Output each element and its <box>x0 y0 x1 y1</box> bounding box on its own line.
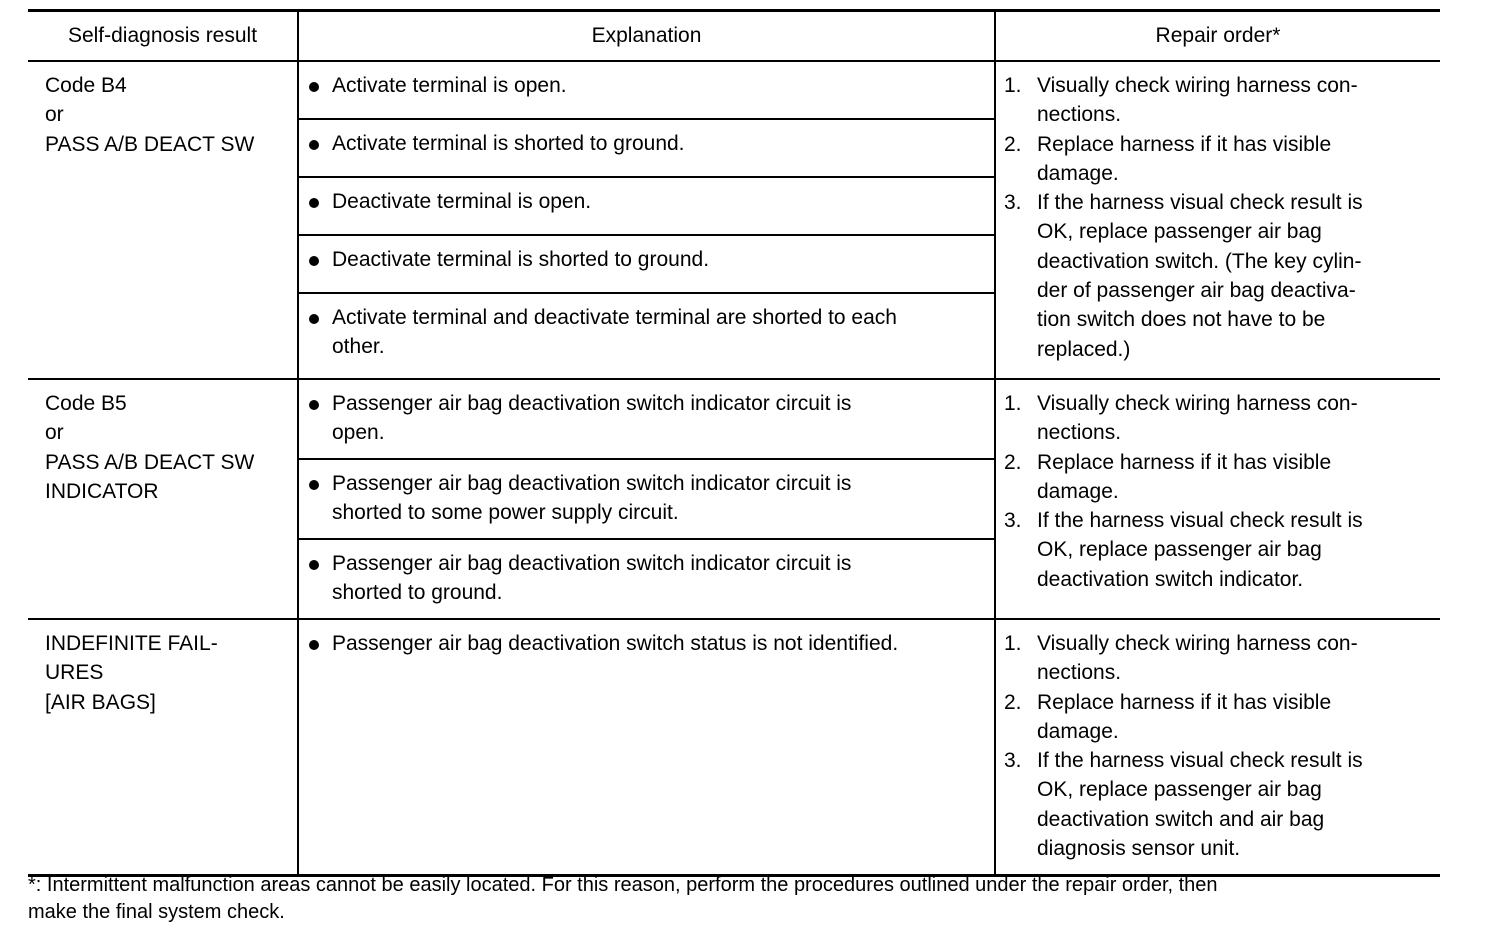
repair-order-cell <box>995 61 1440 379</box>
table-row <box>28 379 1440 459</box>
repair-step-line: Replace harness if it has visible <box>1037 690 1332 714</box>
result-line: PASS A/B DEACT SW <box>45 132 255 156</box>
explanation-text <box>332 187 982 216</box>
result-line: URES <box>45 661 104 685</box>
repair-step <box>1004 71 1430 130</box>
bullet-icon <box>307 129 332 158</box>
bullet-icon <box>307 245 332 274</box>
explanation-line: shorted to some power supply circuit. <box>332 501 679 525</box>
explanation-line: other. <box>332 335 385 359</box>
explanation-cell <box>298 177 995 235</box>
explanation-line: shorted to ground. <box>332 581 503 605</box>
result-line: INDEFINITE FAIL- <box>45 632 218 655</box>
result-line: Code B4 <box>45 74 127 97</box>
table-row <box>28 61 1440 119</box>
explanation-text <box>332 71 982 100</box>
repair-step-text <box>1037 506 1430 594</box>
repair-step-number: 1. <box>1004 632 1022 655</box>
repair-step-text <box>1037 188 1430 364</box>
explanation-item <box>307 71 982 100</box>
repair-step-number: 3. <box>1004 749 1022 773</box>
repair-step-line: If the harness visual check result is <box>1037 509 1363 533</box>
result-line: INDICATOR <box>45 479 159 503</box>
repair-step-line: damage. <box>1037 479 1119 503</box>
self-diagnosis-result-cell <box>28 61 298 379</box>
explanation-item <box>307 469 982 528</box>
explanation-line: Activate terminal is shorted to ground. <box>332 132 685 155</box>
explanation-text <box>332 245 982 274</box>
repair-step-text <box>1037 389 1430 448</box>
table-header-row <box>28 11 1440 62</box>
repair-step-text <box>1037 688 1430 747</box>
repair-step <box>1004 688 1430 747</box>
self-diagnosis-table <box>28 9 1440 877</box>
repair-step-line: damage. <box>1037 719 1119 743</box>
explanation-text <box>332 389 982 448</box>
repair-step-line: nections. <box>1037 103 1122 127</box>
explanation-item <box>307 389 982 448</box>
repair-step-number: 1. <box>1004 392 1022 415</box>
explanation-line: Passenger air bag deactivation switch indicator circuit is <box>332 472 852 495</box>
repair-step-line: replaced.) <box>1037 337 1131 361</box>
explanation-line: Passenger air bag deactivation switch status is not identified. <box>332 632 899 655</box>
repair-step-text <box>1037 746 1430 863</box>
explanation-line: Activate terminal is open. <box>332 74 567 97</box>
repair-step-line: Replace harness if it has visible <box>1037 450 1332 474</box>
repair-order-cell <box>995 379 1440 619</box>
header-explanation: Explanation <box>298 11 995 62</box>
repair-step-number: 2. <box>1004 132 1022 156</box>
repair-step-number: 3. <box>1004 191 1022 215</box>
explanation-cell <box>298 119 995 177</box>
explanation-cell <box>298 235 995 293</box>
repair-step-text <box>1037 71 1430 130</box>
repair-step-text <box>1037 448 1430 507</box>
repair-step-line: If the harness visual check result is <box>1037 191 1363 215</box>
explanation-text <box>332 303 982 362</box>
repair-step-line: nections. <box>1037 421 1122 445</box>
result-line: or <box>45 421 64 445</box>
repair-steps-list <box>1004 71 1430 364</box>
repair-step <box>1004 746 1430 863</box>
explanation-item <box>307 629 982 658</box>
table-row <box>28 619 1440 876</box>
explanation-cell <box>298 379 995 459</box>
repair-steps-list <box>1004 629 1430 863</box>
repair-step-line: tion switch does not have to be <box>1037 308 1326 332</box>
explanation-text <box>332 629 982 658</box>
repair-step-line: deactivation switch and air bag <box>1037 807 1325 831</box>
explanation-text <box>332 129 982 158</box>
bullet-icon <box>307 629 332 658</box>
repair-step-line: diagnosis sensor unit. <box>1037 837 1241 861</box>
repair-step-number: 1. <box>1004 74 1022 97</box>
explanation-line: Deactivate terminal is shorted to ground. <box>332 248 710 271</box>
explanation-line: Activate terminal and deactivate terminal are shorted to each <box>332 306 897 329</box>
explanation-cell <box>298 459 995 539</box>
header-self-diagnosis-result: Self-diagnosis result <box>28 11 298 62</box>
repair-step <box>1004 188 1430 364</box>
explanation-line: Passenger air bag deactivation switch indicator circuit is <box>332 552 852 575</box>
repair-order-cell <box>995 619 1440 876</box>
repair-step-line: damage. <box>1037 161 1119 185</box>
bullet-icon <box>307 469 332 528</box>
repair-step <box>1004 448 1430 507</box>
repair-step-line: Visually check wiring harness con- <box>1037 392 1358 415</box>
footnote-line: *: Intermittent malfunction areas cannot be easily located. For this reason, perform the procedures outlined under the repair order, then <box>28 874 1218 896</box>
explanation-item <box>307 129 982 158</box>
explanation-line: Deactivate terminal is open. <box>332 190 592 213</box>
repair-step-line: Visually check wiring harness con- <box>1037 632 1358 655</box>
repair-step-line: OK, replace passenger air bag <box>1037 538 1322 562</box>
repair-step-line: nections. <box>1037 661 1122 685</box>
repair-step-number: 2. <box>1004 450 1022 474</box>
bullet-icon <box>307 389 332 448</box>
repair-step <box>1004 389 1430 448</box>
self-diagnosis-result-cell <box>28 379 298 619</box>
explanation-cell <box>298 619 995 876</box>
explanation-line: Passenger air bag deactivation switch indicator circuit is <box>332 392 852 415</box>
diagnosis-table-container <box>28 9 1440 877</box>
repair-step-line: deactivation switch. (The key cylin- <box>1037 249 1362 273</box>
result-line: [AIR BAGS] <box>45 690 156 714</box>
repair-step-line: OK, replace passenger air bag <box>1037 220 1322 244</box>
explanation-cell <box>298 293 995 379</box>
bullet-icon <box>307 549 332 608</box>
repair-step-line: der of passenger air bag deactiva- <box>1037 279 1356 303</box>
footnote <box>28 872 1448 925</box>
result-line: or <box>45 103 64 127</box>
bullet-icon <box>307 71 332 100</box>
result-line: Code B5 <box>45 392 127 415</box>
footnote-line: make the final system check. <box>28 900 285 923</box>
repair-step-number: 3. <box>1004 509 1022 533</box>
repair-step <box>1004 130 1430 189</box>
repair-step <box>1004 506 1430 594</box>
repair-step-line: OK, replace passenger air bag <box>1037 778 1322 802</box>
explanation-cell <box>298 539 995 619</box>
repair-step <box>1004 629 1430 688</box>
explanation-cell <box>298 61 995 119</box>
repair-step-text <box>1037 130 1430 189</box>
repair-step-line: Replace harness if it has visible <box>1037 132 1332 156</box>
explanation-item <box>307 303 982 362</box>
bullet-icon <box>307 303 332 362</box>
bullet-icon <box>307 187 332 216</box>
explanation-item <box>307 549 982 608</box>
result-line: PASS A/B DEACT SW <box>45 450 255 474</box>
repair-step-line: If the harness visual check result is <box>1037 749 1363 773</box>
repair-step-line: Visually check wiring harness con- <box>1037 74 1358 97</box>
repair-step-line: deactivation switch indicator. <box>1037 567 1304 591</box>
self-diagnosis-result-cell <box>28 619 298 876</box>
explanation-line: open. <box>332 421 385 445</box>
repair-step-text <box>1037 629 1430 688</box>
explanation-item <box>307 245 982 274</box>
explanation-item <box>307 187 982 216</box>
explanation-text <box>332 469 982 528</box>
header-repair-order: Repair order* <box>995 11 1440 62</box>
repair-step-number: 2. <box>1004 690 1022 714</box>
table-body <box>28 61 1440 876</box>
explanation-text <box>332 549 982 608</box>
repair-steps-list <box>1004 389 1430 594</box>
